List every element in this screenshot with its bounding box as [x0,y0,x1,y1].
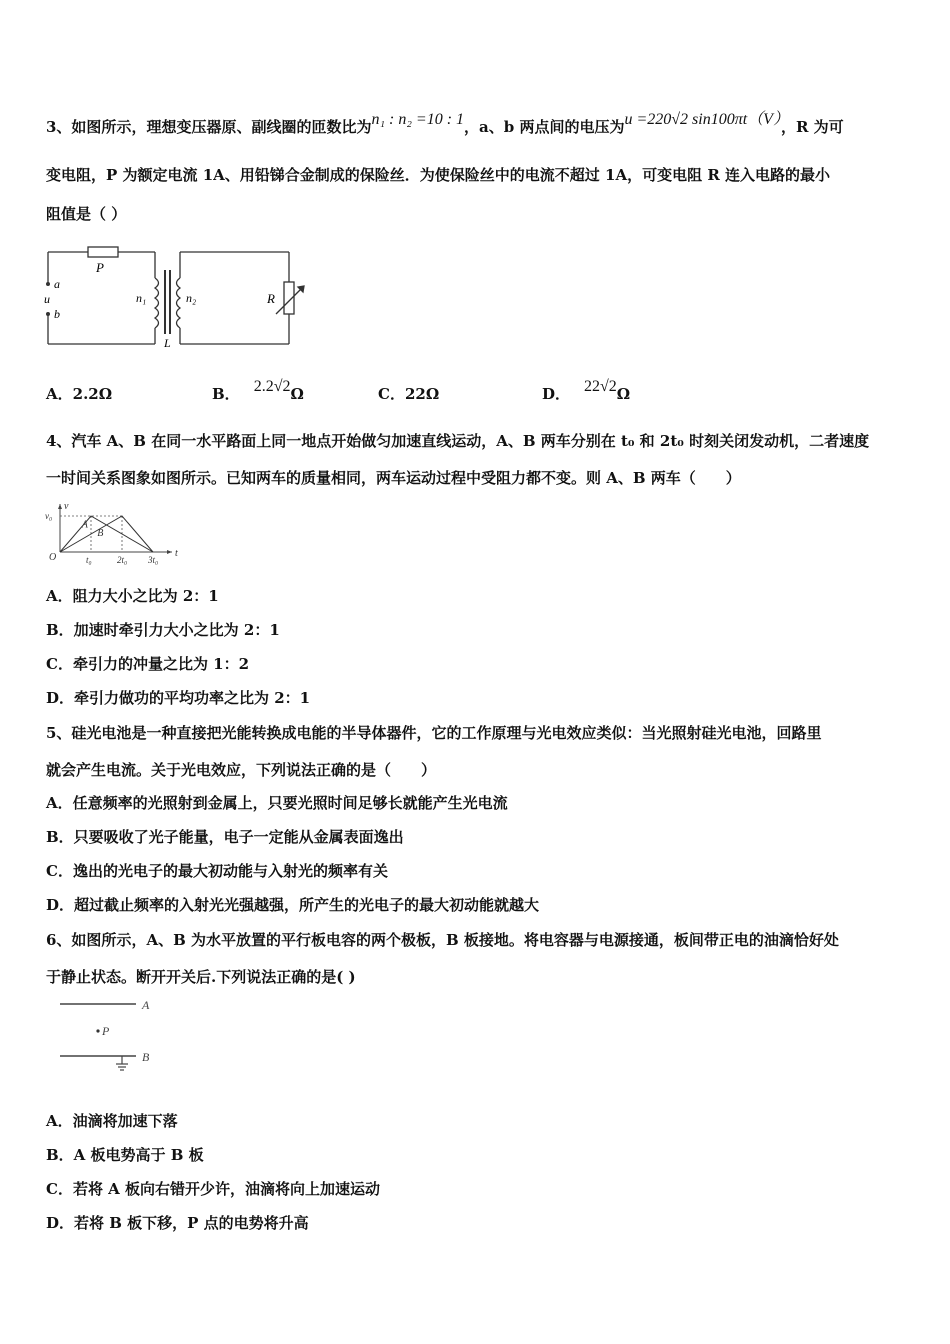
q5-option-c: C．逸出的光电子的最大初动能与入射光的频率有关 [46,862,388,880]
q3-option-c-label: C． [378,385,405,403]
q4-option-b: B．加速时牵引力大小之比为 2：1 [46,621,280,639]
terminal-b-dot [46,312,50,316]
terminal-a-label: a [54,277,60,291]
q3-option-a-value: 2.2Ω [72,385,113,403]
q3-option-d [542,378,631,404]
x-axis-arrow [167,550,172,554]
series-line-B [60,516,153,552]
series-label-A: A [81,519,88,531]
q4-option-d: D．牵引力做功的平均功率之比为 2：1 [46,689,311,707]
q6-option-d: D．若将 B 板下移，P 点的电势将升高 [46,1214,309,1232]
q6-option-b: B．A 板电势高于 B 板 [46,1146,204,1164]
voltage-u-label: u [44,292,50,306]
q3-option-d-label: D． [542,385,571,403]
q3-voltage-formula: u =220√2 sin100πt（V） [624,111,781,128]
q6-capacitor-figure [56,994,166,1076]
fuse-label: P [96,260,104,275]
q3-option-d-value: 22√2 [584,378,617,395]
x-axis-label: t [175,548,178,559]
q3-option-a [46,383,112,404]
resistor-label: R [267,291,275,306]
secondary-coil-label: n₂ [186,291,197,305]
q3-option-b-label: B． [212,385,240,403]
q6-line-1: 6、如图所示，A、B 为水平放置的平行板电容的两个极板，B 板接地。将电容器与电源接通，板间带正电的油滴恰好处 [46,931,839,949]
x-tick-label: 3t₀ [148,555,159,565]
oil-drop-dot [96,1029,99,1032]
series-line-A [60,516,153,552]
origin-label: O [49,552,57,563]
q3-transformer-circuit-figure [38,240,318,352]
primary-coil-label: n₁ [136,291,147,305]
y-tick-label: v₀ [45,511,53,521]
q3-line-3: 阻值是（ ） [46,205,127,223]
y-axis-label: v [64,501,69,512]
q3-line-2: 变电阻，P 为额定电流 1A、用铅锑合金制成的保险丝．为使保险丝中的电流不超过 1A，可变电阻 R 连入电路的最小 [46,166,831,184]
point-p-label: P [102,1024,110,1038]
q3-text-1a: 3、如图所示，理想变压器原、副线圈的匝数比为 [46,118,372,136]
q3-option-b [212,378,304,404]
q5-option-b: B．只要吸收了光子能量，电子一定能从金属表面逸出 [46,828,404,846]
terminal-b-label: b [54,307,60,321]
q5-option-d: D．超过截止频率的入射光光强越强，所产生的光电子的最大初动能就越大 [46,896,540,914]
q3-option-a-label: A． [46,385,73,403]
q5-option-a: A．任意频率的光照射到金属上，只要光照时间足够长就能产生光电流 [46,794,508,812]
y-axis-arrow [58,504,62,509]
q3-option-d-unit: Ω [616,385,631,403]
q4-option-c: C．牵引力的冲量之比为 1：2 [46,655,250,673]
q3-option-b-value: 2.2√2 [253,378,291,395]
q6-option-a: A．油滴将加速下落 [46,1112,178,1130]
q3-text-1c: ，R 为可 [780,118,844,136]
terminal-a-dot [46,282,50,286]
q6-line-2: 于静止状态。断开开关后.下列说法正确的是( ) [46,968,356,986]
q4-option-a: A．阻力大小之比为 2：1 [46,587,219,605]
q4-velocity-time-chart [44,500,184,570]
q3-line-1 [46,111,844,137]
core-label: L [164,336,171,350]
x-tick-label: 2t₀ [117,555,128,565]
plate-b-label: B [142,1050,150,1064]
q5-line-1: 5、硅光电池是一种直接把光能转换成电能的半导体器件，它的工作原理与光电效应类似：当光照射硅光电池，回路里 [46,724,822,742]
x-tick-label: t₀ [86,555,92,565]
q6-option-c: C．若将 A 板向右错开少许，油滴将向上加速运动 [46,1180,381,1198]
q4-line-2: 一时间关系图象如图所示。已知两车的质量相同，两车运动过程中受阻力都不变。则 A、B 两车（ ） [46,469,741,487]
series-label-B: B [97,527,104,539]
q5-line-2: 就会产生电流。关于光电效应，下列说法正确的是（ ） [46,761,437,779]
q3-turns-ratio: n₁ : n₂ =10 : 1 [371,111,465,128]
q4-line-1: 4、汽车 A、B 在同一水平路面上同一地点开始做匀加速直线运动，A、B 两车分别在 t₀ 和 2t₀ 时刻关闭发动机，二者速度 [46,432,870,450]
q3-option-c-value: 22Ω [404,385,440,403]
plate-a-label: A [142,998,150,1012]
q3-option-b-unit: Ω [290,385,304,403]
q3-option-c [378,383,439,404]
q3-text-1b: ，a、b 两点间的电压为 [464,118,625,136]
